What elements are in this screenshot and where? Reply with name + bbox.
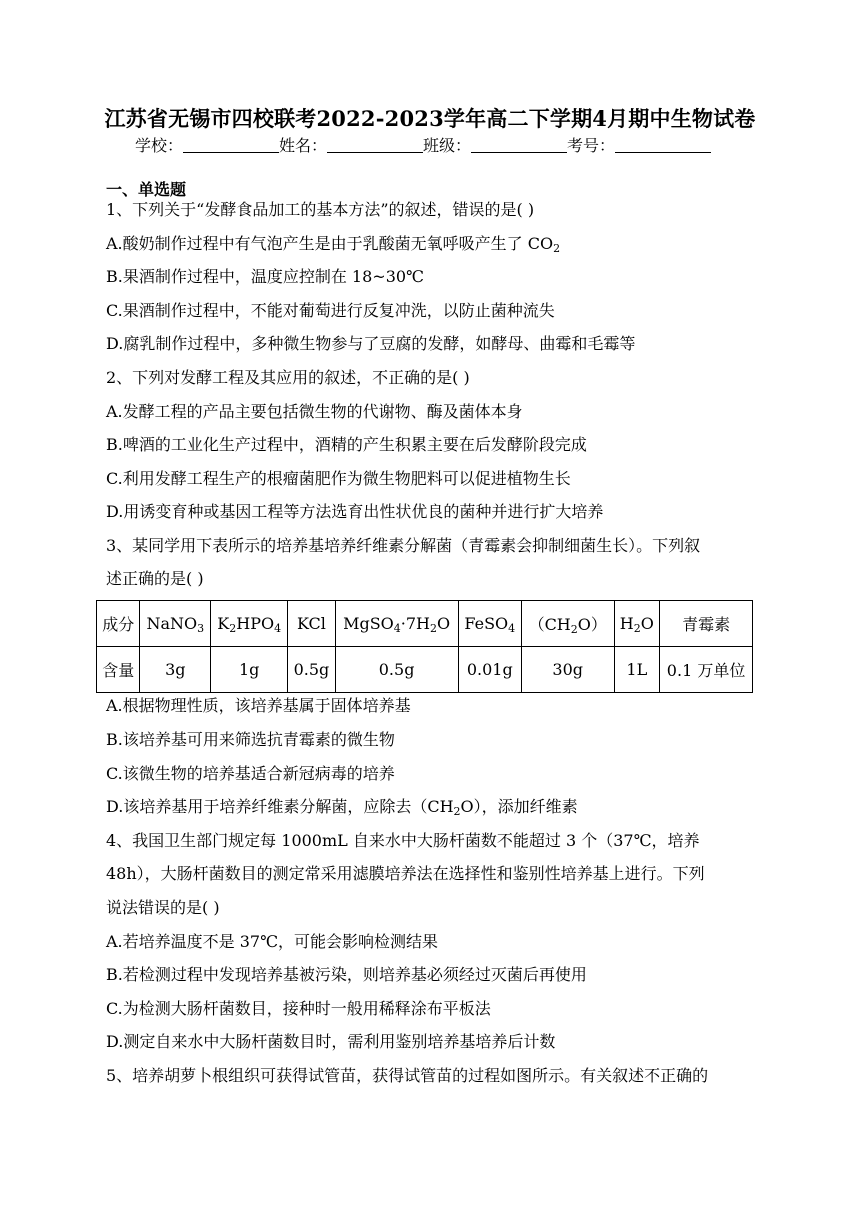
q1-option-a bbox=[106, 234, 560, 254]
q1-option-a-subscript: 2 bbox=[553, 242, 561, 255]
table-cell: FeSO$_4$ bbox=[458, 601, 521, 647]
exam-no-blank[interactable] bbox=[615, 138, 711, 153]
table-cell: 青霉素 bbox=[660, 601, 753, 647]
student-info-line bbox=[135, 133, 711, 156]
table-row-components bbox=[97, 601, 753, 647]
table-cell: 0.5g bbox=[335, 647, 458, 693]
q4-stem-line3: 说法错误的是( ) bbox=[106, 898, 220, 917]
table-cell: $H_2O$ bbox=[614, 601, 660, 647]
q2-option-d: D.用诱变育种或基因工程等方法选育出性状优良的菌种并进行扩大培养 bbox=[106, 502, 604, 521]
q2-option-c: C.利用发酵工程生产的根瘤菌肥作为微生物肥料可以促进植物生长 bbox=[106, 469, 571, 488]
q3-option-a: A.根据物理性质，该培养基属于固体培养基 bbox=[106, 696, 411, 715]
q4-option-a: A.若培养温度不是 37℃，可能会影响检测结果 bbox=[106, 932, 438, 951]
table-cell: $(CH_2O)$ bbox=[521, 601, 614, 647]
class-blank[interactable] bbox=[471, 138, 567, 153]
q4-option-c: C.为检测大肠杆菌数目，接种时一般用稀释涂布平板法 bbox=[106, 999, 491, 1018]
q5-stem-line1: 5、培养胡萝卜根组织可获得试管苗，获得试管苗的过程如图所示。有关叙述不正确的 bbox=[106, 1066, 709, 1085]
q1-option-d: D.腐乳制作过程中，多种微生物参与了豆腐的发酵，如酵母、曲霉和毛霉等 bbox=[106, 334, 636, 353]
q1-stem: 1、下列关于“发酵食品加工的基本方法”的叙述，错误的是( ) bbox=[106, 200, 535, 219]
school-label: 学校： bbox=[135, 136, 184, 155]
q3-option-c: C.该微生物的培养基适合新冠病毒的培养 bbox=[106, 764, 395, 783]
q2-option-b: B.啤酒的工业化生产过程中，酒精的产生积累主要在后发酵阶段完成 bbox=[106, 435, 587, 454]
q3-option-d: D.该培养基用于培养纤维素分解菌，应除去$(CH_2O)$，添加纤维素 bbox=[106, 797, 578, 818]
q2-stem: 2、下列对发酵工程及其应用的叙述，不正确的是( ) bbox=[106, 368, 470, 387]
table-cell: 成分 bbox=[97, 601, 140, 647]
table-cell: KCl bbox=[288, 601, 335, 647]
q4-stem-line2: 48h），大肠杆菌数目的测定常采用滤膜培养法在选择性和鉴别性培养基上进行。下列 bbox=[106, 864, 705, 883]
q3-option-b: B.该培养基可用来筛选抗青霉素的微生物 bbox=[106, 730, 395, 749]
q1-option-a-text: A.酸奶制作过程中有气泡产生是由于乳酸菌无氧呼吸产生了 CO bbox=[106, 234, 554, 253]
table-cell: 3g bbox=[140, 647, 211, 693]
section-heading: 一、单选题 bbox=[106, 180, 187, 199]
exam-title: 江苏省无锡市四校联考2022-2023学年高二下学期4月期中生物试卷 bbox=[104, 106, 756, 131]
culture-medium-table bbox=[96, 600, 753, 693]
q3-stem-line1: 3、某同学用下表所示的培养基培养纤维素分解菌（青霉素会抑制细菌生长）。下列叙 bbox=[106, 536, 701, 555]
table-cell: 含量 bbox=[97, 647, 140, 693]
class-label: 班级： bbox=[423, 136, 472, 155]
table-cell: NaNO$_3$ bbox=[140, 601, 211, 647]
table-cell: 0.01g bbox=[458, 647, 521, 693]
table-row-amounts bbox=[97, 647, 753, 693]
school-blank[interactable] bbox=[183, 138, 279, 153]
table-cell: 1g bbox=[211, 647, 288, 693]
exam-no-label: 考号： bbox=[567, 136, 616, 155]
table-cell: 0.1 万单位 bbox=[660, 647, 753, 693]
table-cell: 1L bbox=[614, 647, 660, 693]
table-cell: 0.5g bbox=[288, 647, 335, 693]
q4-stem-line1: 4、我国卫生部门规定每 1000mL 自来水中大肠杆菌数不能超过 3 个（37℃，培养 bbox=[106, 831, 700, 850]
name-label: 姓名： bbox=[279, 136, 328, 155]
name-blank[interactable] bbox=[327, 138, 423, 153]
q1-option-c: C.果酒制作过程中，不能对葡萄进行反复冲洗，以防止菌种流失 bbox=[106, 301, 555, 320]
q2-option-a: A.发酵工程的产品主要包括微生物的代谢物、酶及菌体本身 bbox=[106, 402, 523, 421]
q3-stem-line2: 述正确的是( ) bbox=[106, 569, 204, 588]
table-cell: $K_2HPO_4$ bbox=[211, 601, 288, 647]
q4-option-b: B.若检测过程中发现培养基被污染，则培养基必须经过灭菌后再使用 bbox=[106, 965, 587, 984]
q4-option-d: D.测定自来水中大肠杆菌数目时，需利用鉴别培养基培养后计数 bbox=[106, 1032, 556, 1051]
q1-option-b: B.果酒制作过程中，温度应控制在 18~30℃ bbox=[106, 267, 424, 286]
table-cell: $MgSO_4\cdot 7H_2O$ bbox=[335, 601, 458, 647]
table-cell: 30g bbox=[521, 647, 614, 693]
